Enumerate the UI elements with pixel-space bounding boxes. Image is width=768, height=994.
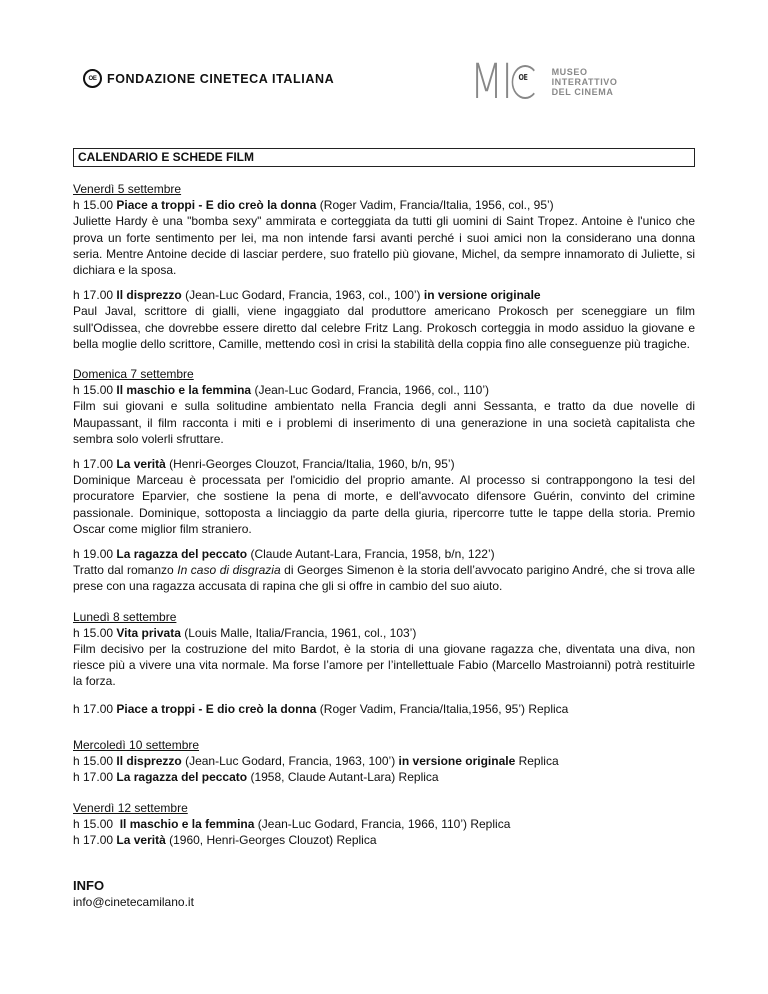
day-heading: Mercoledì 10 settembre [73, 737, 200, 752]
film-details: (Louis Malle, Italia/Francia, 1961, col., 103’) [184, 625, 417, 640]
mic-inner-mark: OE [518, 73, 528, 82]
film-time: h 17.00 [73, 701, 114, 716]
day-heading: Lunedì 8 settembre [73, 609, 177, 624]
film-details: (Henri-Georges Clouzot, Francia/Italia, 1960, b/n, 95’) [169, 457, 455, 472]
film-entry [73, 456, 695, 537]
film-description: Dominique Marceau è processata per l'omicidio del proprio amante. Al processo si contrappongono la tesi del procuratore Eparvier, che sostiene la pena di morte, e dell'avvocato difensore Guérin, convinto del crimine passionale. Dominique, sottoposta a linciaggio da parte della giuria, ripercorre tutte le tappe della storia. Premio Oscar come miglior film straniero. [73, 473, 695, 536]
film-replica-note: Replica [518, 754, 559, 769]
film-time: h 19.00 [73, 547, 114, 562]
film-entry [73, 832, 695, 848]
film-details: (Jean-Luc Godard, Francia, 1963, 100’) [185, 754, 396, 769]
day-heading: Venerdì 12 settembre [73, 800, 188, 815]
mic-museo-logo [470, 54, 618, 110]
film-time: h 17.00 [73, 457, 114, 472]
mic-line-3: DEL CINEMA [551, 87, 614, 97]
mic-letters-mi: MI [470, 54, 512, 110]
film-title: La ragazza del peccato [116, 770, 248, 785]
film-title: Piace a troppi - E dio creò la donna [116, 198, 317, 213]
film-language-note: in versione originale [423, 288, 541, 303]
calendar-banner-title: CALENDARIO E SCHEDE FILM [73, 148, 695, 167]
film-entry [73, 197, 695, 278]
film-language-note: in versione originale [398, 754, 516, 769]
film-time: h 15.00 [73, 754, 114, 769]
film-time: h 15.00 [73, 198, 114, 213]
film-description: Tratto dal romanzo [73, 563, 178, 578]
film-description: Film decisivo per la costruzione del mito Bardot, è la storia di una giovane ragazza che, diventata una diva, non riesce più a vivere una vita normale. Ma forse l’amore per l’intellettuale Fabio (Marcello Mastroianni) potrà restituirle la forza. [73, 642, 695, 689]
film-time: h 15.00 [73, 816, 117, 831]
film-entry [73, 701, 695, 717]
film-title: Il maschio e la femmina [116, 383, 252, 398]
film-time: h 15.00 [73, 625, 114, 640]
film-details: (Jean-Luc Godard, Francia, 1963, col., 100’) [185, 288, 421, 303]
cineteca-logo-icon: OE [83, 69, 102, 88]
film-title: Il maschio e la femmina [119, 816, 255, 831]
calendar-content [73, 148, 695, 911]
film-title: Il disprezzo [116, 754, 182, 769]
film-details: (Roger Vadim, Francia/Italia,1956, 95’) Replica [319, 701, 569, 716]
film-details: (Roger Vadim, Francia/Italia, 1956, col., 95’) [319, 198, 554, 213]
film-entry [73, 816, 695, 832]
info-title: INFO [73, 878, 105, 894]
film-description: Film sui giovani e sulla solitudine ambientato nella Francia degli anni Sessanta, e tratto da due novelle di Maupassant, il film racconta i miti e i problemi di inserimento di una generazione in una società capitalista che sembra solo volerli sfruttare. [73, 399, 695, 446]
info-email[interactable]: info@cinetecamilano.it [73, 895, 194, 910]
film-details: (Jean-Luc Godard, Francia, 1966, col., 110’) [254, 383, 490, 398]
film-details: (1958, Claude Autant-Lara) Replica [250, 770, 439, 785]
mic-line-1: MUSEO [551, 67, 588, 77]
film-description: Paul Javal, scrittore di gialli, viene ingaggiato dal produttore americano Prokosch per sceneggiare un film sull'Odissea, che dovrebbe essere diretto dal celebre Fritz Lang. Prokosch corteggia in modo assiduo la giovane e bella moglie dello scrittore, Camille, mettendo così in crisi la stabilità della coppia fino alle conseguenze più tragiche. [73, 304, 695, 351]
film-entry [73, 625, 695, 690]
film-title: Vita privata [116, 625, 181, 640]
film-title: La ragazza del peccato [116, 547, 248, 562]
mic-logo-icon [470, 54, 535, 110]
film-entry [73, 769, 695, 785]
film-title: La verità [116, 457, 166, 472]
fondazione-cineteca-logo [83, 69, 334, 88]
film-details: (Claude Autant-Lara, Francia, 1958, b/n, 122’) [250, 547, 495, 562]
mic-museo-name [552, 67, 618, 97]
mic-letter-c [511, 63, 535, 101]
film-description: di Georges Simenon è la storia dell’avvocato parigino André, che si trova alle prese con una ragazza accusata di rapina che gli si offre in cambio del suo aiuto. [73, 563, 695, 594]
info-section [73, 878, 695, 910]
film-time: h 17.00 [73, 832, 114, 847]
film-title: Il disprezzo [116, 288, 182, 303]
film-description: Juliette Hardy è una "bomba sexy" ammirata e corteggiata da tutti gli uomini di Saint Tropez. Antoine è l'unico che prova un forte sentimento per lei, ma non intende farsi avanti perché i suoi amici non la considerano una donna seria. Mentre Antoine decide di lasciar perdere, suo fratello più giovane, Michel, da sempre innamorato di Juliette, si dichiara e la sposa. [73, 214, 695, 278]
film-details: (1960, Henri-Georges Clouzot) Replica [169, 832, 377, 847]
fondazione-cineteca-name: FONDAZIONE CINETECA ITALIANA [107, 71, 335, 86]
day-heading: Venerdì 5 settembre [73, 182, 182, 196]
page-header [0, 0, 768, 130]
film-entry [73, 287, 695, 352]
film-title: Piace a troppi - E dio creò la donna [116, 701, 317, 716]
day-heading: Domenica 7 settembre [73, 367, 194, 382]
film-entry [73, 382, 695, 447]
film-time: h 15.00 [73, 383, 114, 398]
film-entry [73, 753, 695, 769]
film-time: h 17.00 [73, 288, 114, 303]
film-details: (Jean-Luc Godard, Francia, 1966, 110’) Replica [257, 816, 511, 831]
novel-title: In caso di disgrazia [177, 563, 281, 578]
mic-line-2: INTERATTIVO [551, 77, 618, 87]
film-time: h 17.00 [73, 770, 114, 785]
film-title: La verità [116, 832, 166, 847]
film-entry [73, 546, 695, 595]
